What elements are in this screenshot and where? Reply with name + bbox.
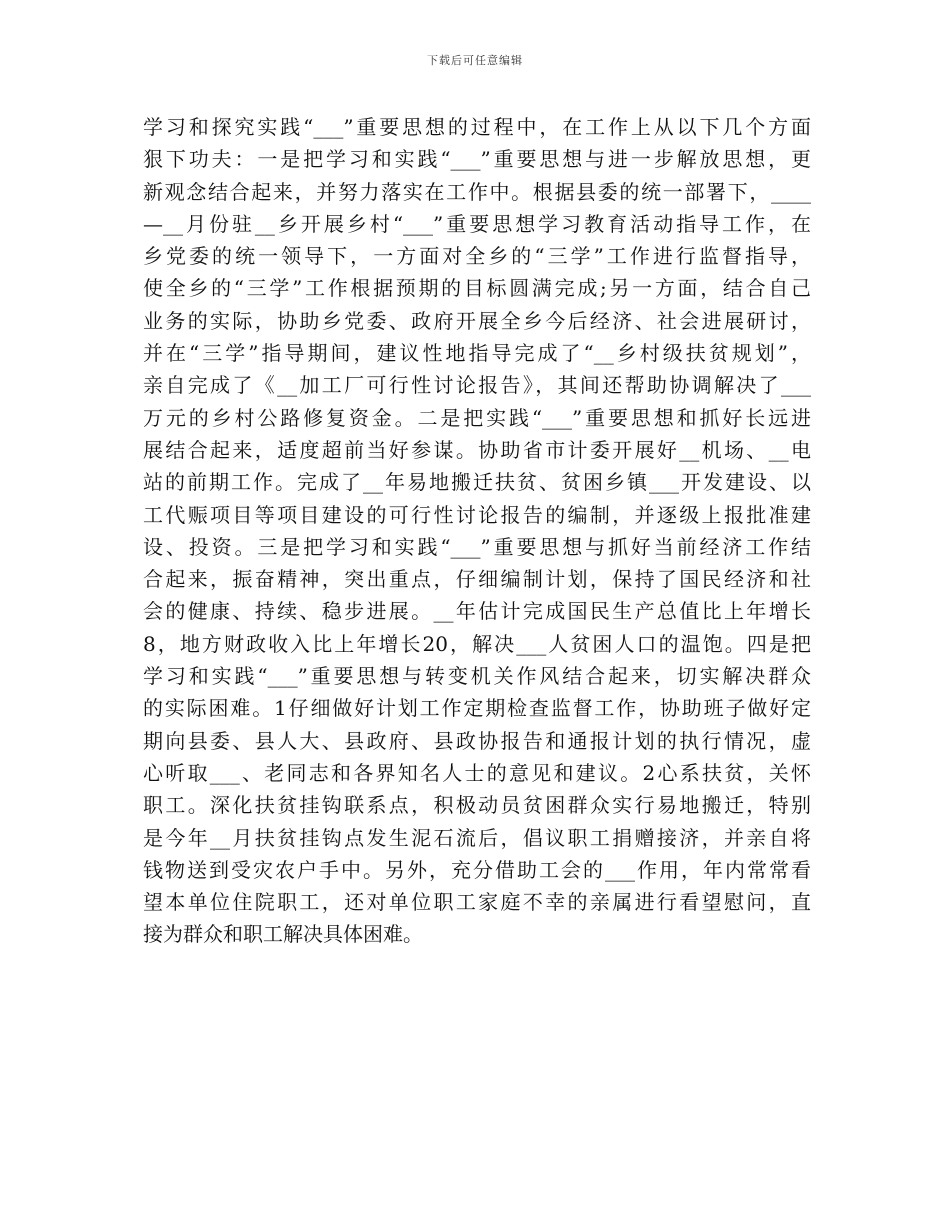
- text-line: 万元的乡村公路修复资金。二是把实践“___”重要思想和抓好长远进: [143, 405, 811, 430]
- text-line: 是今年__月扶贫挂钩点发生泥石流后，倡议职工捐赠接济，并亲自将: [143, 825, 811, 850]
- text-line: 设、投资。三是把学习和实践“___”重要思想与抓好当前经济工作结: [143, 534, 811, 559]
- text-line: 的实际困难。1仔细做好计划工作定期检查监督工作，协助班子做好定: [143, 696, 811, 721]
- text-line: 工代赈项目等项目建设的可行性讨论报告的编制，并逐级上报批准建: [143, 502, 811, 527]
- text-line: 心听取___、老同志和各界知名人士的意见和建议。2心系扶贫，关怀: [143, 760, 811, 785]
- text-line: 新观念结合起来，并努力落实在工作中。根据县委的统一部署下，____: [143, 179, 811, 204]
- text-line: 钱物送到受灾农户手中。另外，充分借助工会的___作用，年内常常看: [143, 857, 811, 882]
- page-header: 下载后可任意编辑: [427, 54, 523, 67]
- text-line: —__月份驻__乡开展乡村“___”重要思想学习教育活动指导工作，在: [143, 211, 811, 236]
- body-paragraph: [143, 111, 811, 951]
- text-line: 学习和探究实践“___”重要思想的过程中，在工作上从以下几个方面: [143, 115, 811, 139]
- text-line: 站的前期工作。完成了__年易地搬迁扶贫、贫困乡镇___开发建设、以: [143, 470, 811, 495]
- text-line: 职工。深化扶贫挂钩联系点，积极动员贫困群众实行易地搬迁，特别: [143, 793, 811, 818]
- text-line: 望本单位住院职工，还对单位职工家庭不幸的亲属进行看望慰问，直: [143, 890, 811, 915]
- text-line: 并在“三学”指导期间，建议性地指导完成了“__乡村级扶贫规划”，: [143, 341, 811, 366]
- text-line: 业务的实际，协助乡党委、政府开展全乡今后经济、社会进展研讨，: [143, 308, 811, 333]
- text-line: 8，地方财政收入比上年增长20，解决___人贫困人口的温饱。四是把: [143, 631, 811, 656]
- text-line-last: 接为群众和职工解决具体困难。: [143, 922, 423, 947]
- text-line: 乡党委的统一领导下，一方面对全乡的“三学”工作进行监督指导，: [143, 244, 811, 269]
- text-line: 合起来，振奋精神，突出重点，仔细编制计划，保持了国民经济和社: [143, 567, 811, 592]
- text-line: 狠下功夫：一是把学习和实践“___”重要思想与进一步解放思想，更: [143, 147, 811, 172]
- text-line: 展结合起来，适度超前当好参谋。协助省市计委开展好__机场、__电: [143, 437, 811, 462]
- text-line: 亲自完成了《__加工厂可行性讨论报告》，其间还帮助协调解决了___: [143, 373, 811, 398]
- text-line: 会的健康、持续、稳步进展。__年估计完成国民生产总值比上年增长: [143, 599, 811, 624]
- text-line: 学习和实践“___”重要思想与转变机关作风结合起来，切实解决群众: [143, 664, 811, 689]
- text-line: 使全乡的“三学”工作根据预期的目标圆满完成;另一方面，结合自己: [143, 276, 811, 301]
- text-line: 期向县委、县人大、县政府、县政协报告和通报计划的执行情况，虚: [143, 728, 811, 753]
